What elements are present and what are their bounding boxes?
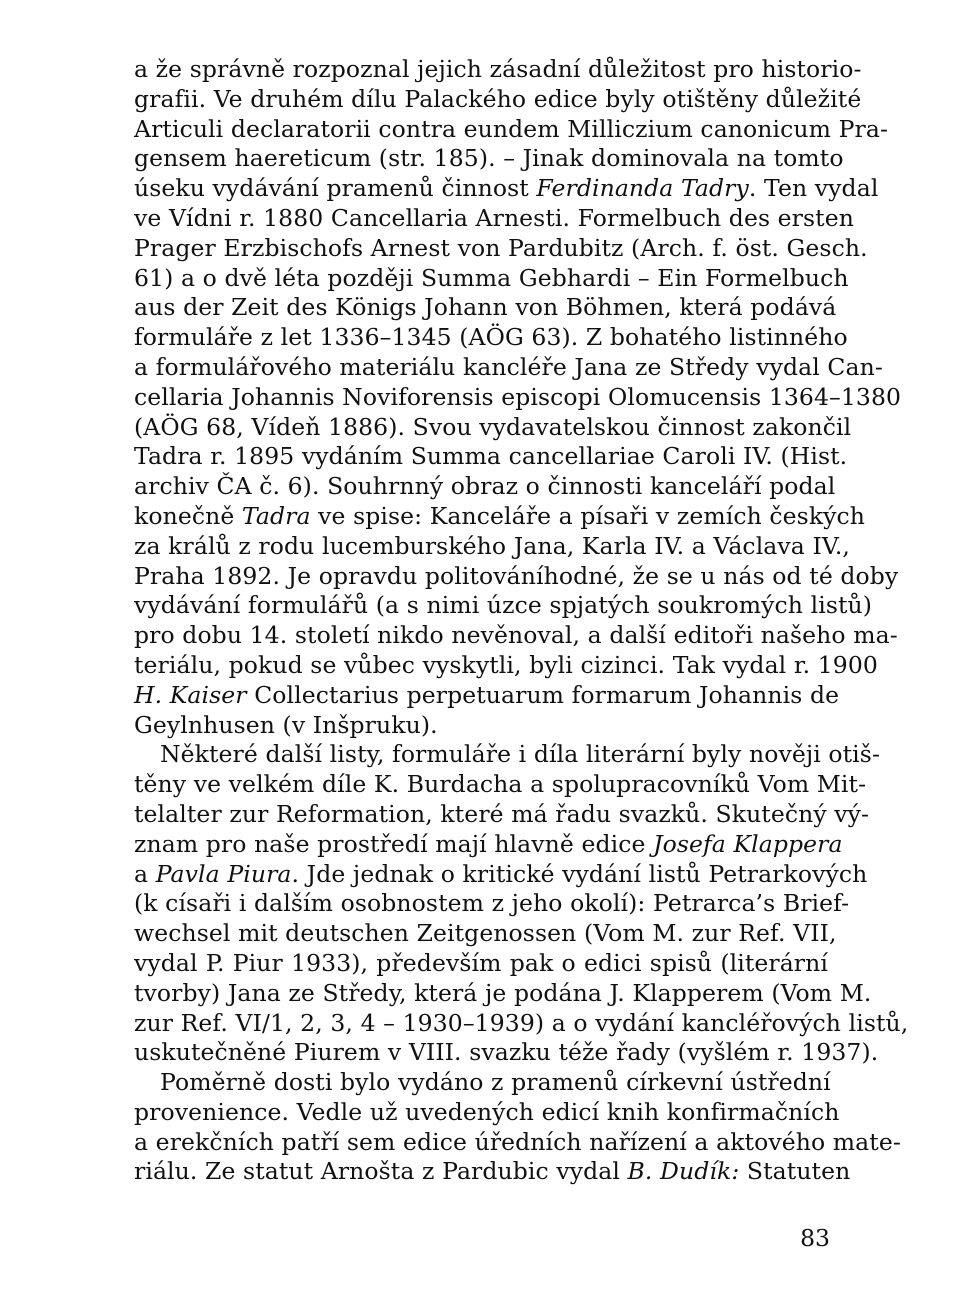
text-run: Collectarius perpetuarum formarum Johannis de [246, 680, 840, 709]
text-line [134, 650, 878, 681]
text-line [134, 740, 881, 770]
page-number: 83 [800, 1224, 830, 1252]
text-line [134, 1038, 879, 1068]
text-line [134, 174, 879, 204]
text-line [134, 561, 899, 592]
text-run: za králů z rodu lucemburského Jana, Karla IV. a Václava IV., [134, 531, 850, 560]
text-run: uskutečněné Piurem v VIII. svazku téže řady (vyšlém r. 1937). [134, 1038, 879, 1067]
text-run: a že správně rozpoznal jejich zásadní důležitost pro historio- [134, 55, 862, 83]
text-run: konečně [134, 501, 242, 530]
text-line [134, 949, 828, 979]
text-run: Některé další listy, formuláře i díla literární byly nověji otiš- [160, 740, 881, 769]
text-line [134, 621, 898, 651]
text-run: znam pro naše prostředí mají hlavně edice [134, 829, 654, 858]
text-run: formuláře z let 1336–1345 (AÖG 63). Z bohatého listinného [134, 323, 848, 352]
text-run: (k císaři i dalším osobnostem z jeho okolí): Petrarca’s Brief- [134, 889, 850, 918]
text-run: a [134, 859, 156, 888]
text-run: . Ten vydal [748, 174, 879, 203]
text-run: grafii. Ve druhém dílu Palackého edice byly otištěny důležité [134, 84, 862, 113]
text-line [134, 84, 862, 115]
text-run: 61) a o dvě léta později Summa Gebhardi – Ein Formelbuch [134, 263, 849, 292]
text-run: (AÖG 68, Vídeň 1886). Svou vydavatelskou činnost zakončil [134, 412, 852, 441]
text-run: úseku vydávání pramenů činnost [134, 174, 537, 203]
text-run: teriálu, pokud se vůbec vyskytli, byli cizinci. Tak vydal r. 1900 [134, 650, 878, 679]
paragraph [134, 1068, 901, 1187]
text-line [134, 203, 854, 234]
text-run: a formulářového materiálu kancléře Jana ze Středy vydal Can- [134, 352, 883, 381]
italic-name: H. Kaiser [134, 680, 247, 709]
text-line [134, 144, 844, 174]
text-line [134, 1097, 840, 1128]
text-line [134, 293, 837, 323]
text-run: zur Ref. VI/1, 2, 3, 4 – 1930–1939) a o vydání kancléřových listů, [134, 1008, 909, 1037]
text-line [134, 531, 850, 562]
body-text [134, 55, 909, 1187]
text-line [134, 382, 902, 413]
text-run: Praha 1892. Je opravdu politováníhodné, že se u nás od té doby [134, 561, 899, 590]
text-line [134, 889, 850, 919]
italic-name: Tadra [241, 501, 311, 530]
italic-name: Josefa Klappera [653, 829, 843, 858]
text-line [134, 711, 828, 741]
text-run: Tadra r. 1895 vydáním Summa cancellariae Caroli IV. (Hist. [134, 442, 848, 471]
text-line [134, 352, 883, 383]
text-run: Poměrně dosti bylo vydáno z pramenů církevní ústřední [160, 1068, 831, 1097]
text-line [134, 1157, 851, 1187]
text-run: provenience. Vedle už uvedených edicí knih konfirmačních [134, 1097, 840, 1126]
text-line [134, 472, 836, 502]
text-run: ve Vídni r. 1880 Cancellaria Arnesti. Formelbuch des ersten [134, 203, 854, 232]
text-run: . Jde jednak o kritické vydání listů Petrarkových [291, 859, 868, 888]
text-line [134, 323, 848, 353]
text-run: Articuli declaratorii contra eundem Milliczium canonicum Pra- [134, 114, 888, 143]
text-line [134, 799, 870, 830]
italic-name: Ferdinanda Tadry [536, 174, 749, 203]
text-line [134, 1127, 901, 1158]
text-run: Prager Erzbischofs Arnest von Pardubitz (Arch. f. öst. Gesch. [134, 233, 868, 262]
text-run: archiv ČA č. 6). Souhrnný obraz o činnosti kanceláří podal [134, 472, 836, 501]
text-line [134, 412, 852, 443]
italic-name: Pavla Piura [155, 859, 292, 888]
text-run: těny ve velkém díle K. Burdacha a spolupracovníků Vom Mit- [134, 770, 867, 799]
text-run: Geylnhusen (v Inšpruku). [134, 710, 438, 739]
text-line [134, 1008, 909, 1039]
text-run: ve spise: Kanceláře a písaři v zemích českých [310, 501, 866, 530]
text-line [134, 859, 868, 890]
text-run: telalter zur Reformation, které má řadu svazků. Skutečný vý- [134, 799, 870, 828]
text-line [134, 591, 873, 621]
text-line [134, 680, 840, 711]
text-line [134, 978, 872, 1009]
text-run: aus der Zeit des Königs Johann von Böhmen, která podává [134, 293, 837, 322]
text-line [134, 263, 849, 294]
text-line [134, 442, 848, 472]
text-run: a erekčních patří sem edice úředních nařízení a aktového mate- [134, 1127, 901, 1156]
text-run: vydávání formulářů (a s nimi úzce spjatých soukromých listů) [134, 591, 873, 620]
text-run: wechsel mit deutschen Zeitgenossen (Vom M. zur Ref. VII, [134, 919, 837, 948]
text-line [134, 1068, 831, 1098]
text-line [134, 501, 866, 532]
text-line [134, 55, 862, 85]
text-run: riálu. Ze statut Arnošta z Pardubic vydal [134, 1157, 628, 1186]
text-line [134, 114, 888, 145]
text-line [134, 829, 843, 860]
text-run: tvorby) Jana ze Středy, která je podána J. Klapperem (Vom M. [134, 978, 872, 1007]
paragraph [134, 740, 909, 1068]
text-run: vydal P. Piur 1933), především pak o edici spisů (literární [134, 948, 828, 977]
italic-name: B. Dudík: [627, 1157, 740, 1186]
paragraph [134, 55, 902, 740]
text-run: Statuten [739, 1157, 851, 1186]
text-line [134, 233, 868, 264]
text-run: cellaria Johannis Noviforensis episcopi Olomucensis 1364–1380 [134, 382, 902, 411]
text-run: pro dobu 14. století nikdo nevěnoval, a další editoři našeho ma- [134, 621, 898, 650]
text-line [134, 919, 837, 949]
text-run: gensem haereticum (str. 185). – Jinak dominovala na tomto [134, 144, 844, 173]
text-line [134, 770, 867, 800]
